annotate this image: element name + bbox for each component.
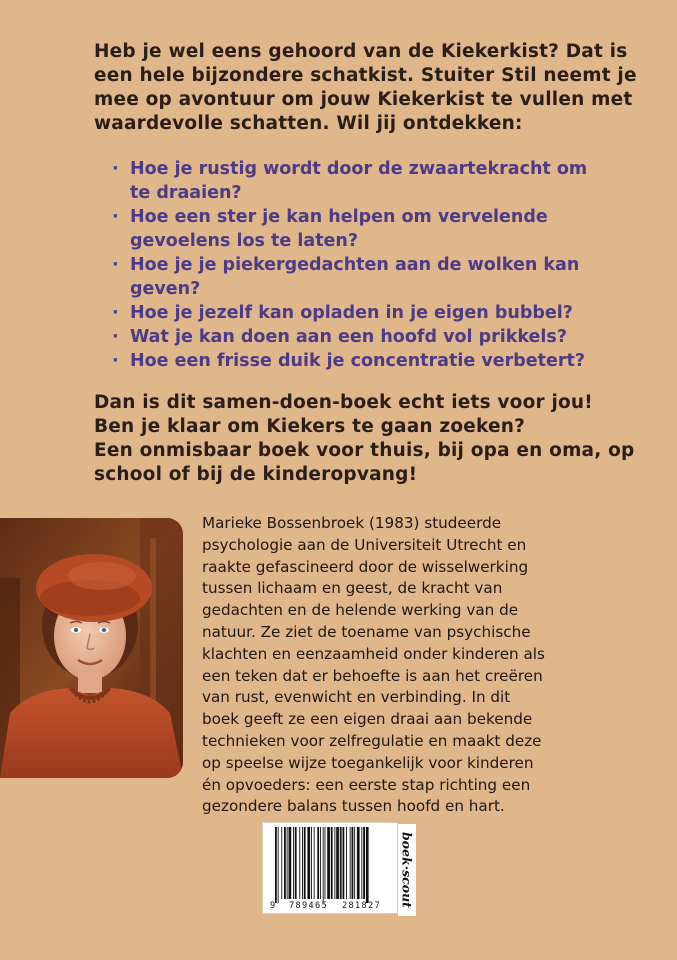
barcode-bar bbox=[350, 827, 351, 899]
barcode-bar bbox=[346, 827, 347, 899]
bio-line: én opvoeders: een eerste stap richting een bbox=[202, 775, 531, 794]
intro-line: een hele bijzondere schatkist. Stuiter Stil neemt je bbox=[94, 65, 637, 86]
bio-line: psychologie aan de Universiteit Utrecht en bbox=[202, 535, 527, 554]
question-line: te draaien? bbox=[130, 183, 242, 203]
bullet-icon: · bbox=[112, 159, 119, 179]
bio-line: natuur. Ze ziet de toename van psychische bbox=[202, 622, 531, 641]
bullet-icon: · bbox=[112, 207, 119, 227]
barcode-bar bbox=[357, 827, 360, 899]
barcode-bar bbox=[284, 827, 286, 899]
barcode-bar bbox=[334, 827, 335, 899]
barcode-bar bbox=[275, 827, 277, 903]
barcode-bar bbox=[295, 827, 297, 899]
author-portrait-illustration bbox=[0, 518, 183, 778]
bullet-icon: · bbox=[112, 351, 119, 371]
outro-line: Een onmisbaar boek voor thuis, bij opa en oma, op bbox=[94, 440, 635, 461]
barcode-bar bbox=[354, 827, 355, 899]
question-line: gevoelens los te laten? bbox=[130, 231, 359, 251]
barcode-bar bbox=[302, 827, 303, 899]
outro-line: Dan is dit samen-doen-boek echt iets voor jou! bbox=[94, 392, 593, 413]
barcode-bar bbox=[363, 827, 365, 899]
question-line: Hoe een frisse duik je concentratie verbetert? bbox=[130, 351, 585, 371]
barcode-bar bbox=[287, 827, 288, 899]
bullet-icon: · bbox=[112, 303, 119, 323]
barcode-bar bbox=[317, 827, 319, 899]
question-line: Hoe je je piekergedachten aan de wolken kan bbox=[130, 255, 580, 275]
bio-line: gedachten en de helende werking van de bbox=[202, 601, 519, 620]
barcode-bar bbox=[336, 827, 339, 899]
intro-line: mee op avontuur om jouw Kiekerkist te vullen met bbox=[94, 89, 633, 110]
question-line: Hoe je jezelf kan opladen in je eigen bubbel? bbox=[130, 303, 573, 323]
intro-paragraph bbox=[94, 40, 654, 136]
barcode-bar bbox=[307, 827, 310, 899]
bio-line: tussen lichaam en geest, de kracht van bbox=[202, 579, 503, 598]
barcode-bar bbox=[327, 827, 330, 899]
barcode-bar bbox=[331, 827, 333, 899]
barcode-right-group: 281827 bbox=[342, 901, 382, 911]
barcode-bar bbox=[361, 827, 362, 899]
barcode-first-digit: 9 bbox=[270, 901, 276, 911]
question-line: geven? bbox=[130, 279, 201, 299]
bullet-icon: · bbox=[112, 327, 119, 347]
question-list bbox=[112, 157, 632, 373]
isbn-barcode bbox=[262, 822, 398, 914]
bio-line: technieken voor zelfregulatie en maakt deze bbox=[202, 731, 542, 750]
question-item bbox=[112, 325, 632, 349]
barcode-bar bbox=[314, 827, 315, 899]
bio-line: op speelse wijze toegankelijk voor kinderen bbox=[202, 753, 534, 772]
outro-line: school of bij de kinderopvang! bbox=[94, 464, 418, 485]
barcode-bar bbox=[366, 827, 369, 903]
outro-line: Ben je klaar om Kiekers te gaan zoeken? bbox=[94, 416, 526, 437]
barcode-bar bbox=[323, 827, 324, 903]
outro-paragraph bbox=[94, 391, 654, 487]
barcode-bar bbox=[304, 827, 306, 899]
author-photo bbox=[0, 518, 183, 778]
barcode-bar bbox=[311, 827, 312, 899]
question-line: Hoe een ster je kan helpen om vervelende bbox=[130, 207, 548, 227]
publisher-name: boek·scout bbox=[399, 832, 415, 908]
barcode-bar bbox=[352, 827, 354, 899]
barcode-bar bbox=[340, 827, 342, 899]
barcode-bar bbox=[299, 827, 300, 899]
bio-line: van rust, evenwicht en verbinding. In dit bbox=[202, 688, 511, 707]
barcode-bars bbox=[263, 823, 399, 903]
barcode-bar bbox=[325, 827, 326, 899]
barcode-bar bbox=[278, 827, 279, 903]
barcode-bar bbox=[293, 827, 294, 899]
publisher-logo bbox=[398, 824, 416, 916]
barcode-bar bbox=[289, 827, 292, 899]
question-line: Wat je kan doen aan een hoofd vol prikkels? bbox=[130, 327, 567, 347]
question-item bbox=[112, 349, 632, 373]
bio-line: een teken dat er behoefte is aan het creëren bbox=[202, 666, 543, 685]
question-item bbox=[112, 301, 632, 325]
bullet-icon: · bbox=[112, 255, 119, 275]
bio-line: raakte gefascineerd door de wisselwerking bbox=[202, 557, 529, 576]
bio-line: gezondere balans tussen hoofd en hart. bbox=[202, 797, 505, 816]
question-item bbox=[112, 253, 632, 301]
author-bio bbox=[202, 513, 662, 818]
barcode-bar bbox=[320, 827, 321, 899]
intro-line: Heb je wel eens gehoord van de Kiekerkist? Dat is bbox=[94, 41, 628, 62]
barcode-left-group: 789465 bbox=[289, 901, 329, 911]
barcode-bar bbox=[281, 827, 282, 899]
intro-line: waardevolle schatten. Wil jij ontdekken: bbox=[94, 113, 523, 134]
bio-line: boek geeft ze een eigen draai aan bekende bbox=[202, 710, 533, 729]
barcode-bar bbox=[343, 827, 345, 899]
question-item bbox=[112, 205, 632, 253]
bio-line: klachten en eenzaamheid onder kinderen als bbox=[202, 644, 545, 663]
bio-line: Marieke Bossenbroek (1983) studeerde bbox=[202, 514, 502, 532]
question-item bbox=[112, 157, 632, 205]
question-line: Hoe je rustig wordt door de zwaartekracht om bbox=[130, 159, 588, 179]
